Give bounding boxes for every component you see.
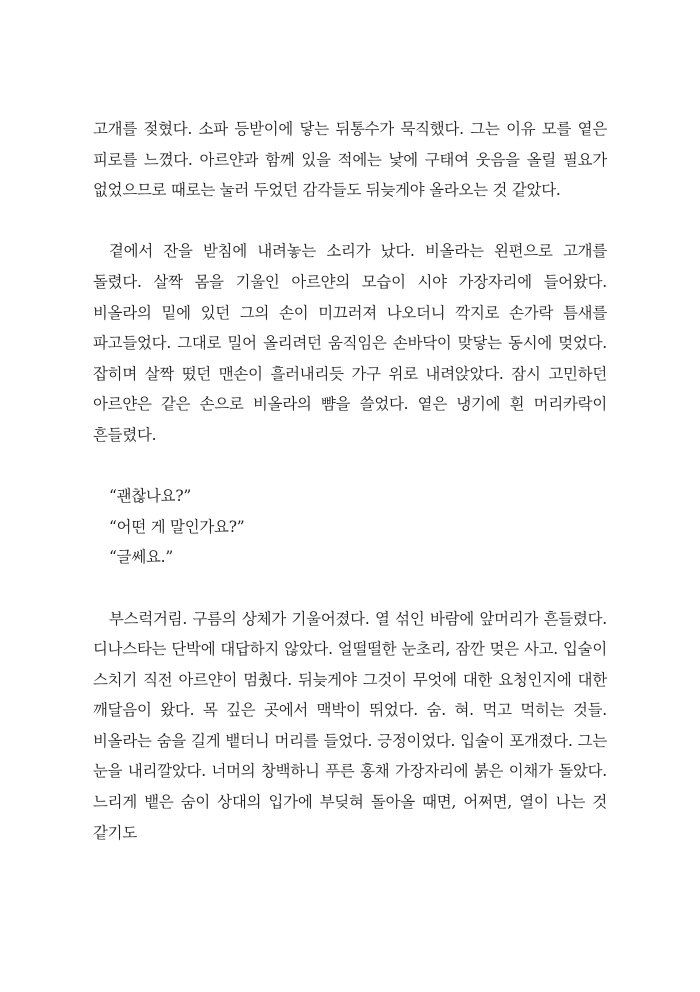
dialogue-line-2: “어떤 게 말인가요?” (109, 517, 245, 536)
dialogue-line-3: “글쎄요.” (109, 548, 174, 567)
paragraph-3: 부스럭거림. 구름의 상체가 기울어졌다. 열 섞인 바람에 앞머리가 흔들렸다. 디나스타는 단박에 대답하지 않았다. 얼떨떨한 눈초리, 잠깐 멎은 사고. 입술이 스치기 직전 아르얀이 멈췄다. 뒤늦게야 그것이 무엇에 대한 요청인지에 대한 깨달음이 왔다. 목 깊은 곳에서 맥박이 뛰었다. 숨. 혀. 먹고 먹히는 것들. 비올라는 숨을 길게 뱉더니 머리를 들었다. 긍정이었다. 입술이 포개졌다. 그는 눈을 내리깔았다. 너머의 창백하니 푸른 홍채 가장자리에 붉은 이채가 돌았다. 느리게 뱉은 숨이 상대의 입가에 부딪혀 돌아올 때면, 어쩌면, 열이 나는 것 같기도 (93, 609, 607, 842)
paragraph-2: 곁에서 잔을 받침에 내려놓는 소리가 났다. 비올라는 왼편으로 고개를 돌렸다. 살짝 몸을 기울인 아르얀의 모습이 시야 가장자리에 들어왔다. 비올라의 밑에 있던 그의 손이 미끄러져 나오더니 깍지로 손가락 틈새를 파고들었다. 그대로 밀어 올리려던 움직임은 손바닥이 맞닿는 동시에 멎었다. 잡히며 살짝 떴던 맨손이 흘러내리듯 가구 위로 내려앉았다. 잠시 고민하던 아르얀은 같은 손으로 비올라의 뺨을 쓸었다. 옅은 냉기에 흰 머리카락이 흔들렸다. (93, 242, 607, 444)
dialogue-block (93, 481, 607, 573)
paragraph-1: 고개를 젖혔다. 소파 등받이에 닿는 뒤통수가 묵직했다. 그는 이유 모를 옅은 피로를 느꼈다. 아르얀과 함께 있을 적에는 낯에 구태여 웃음을 올릴 필요가 없었으므로 때로는 눌러 두었던 감각들도 뒤늦게야 올라오는 것 같았다. (93, 120, 607, 200)
dialogue-line-1: “괜찮나요?” (109, 487, 192, 506)
document-page (93, 114, 607, 879)
